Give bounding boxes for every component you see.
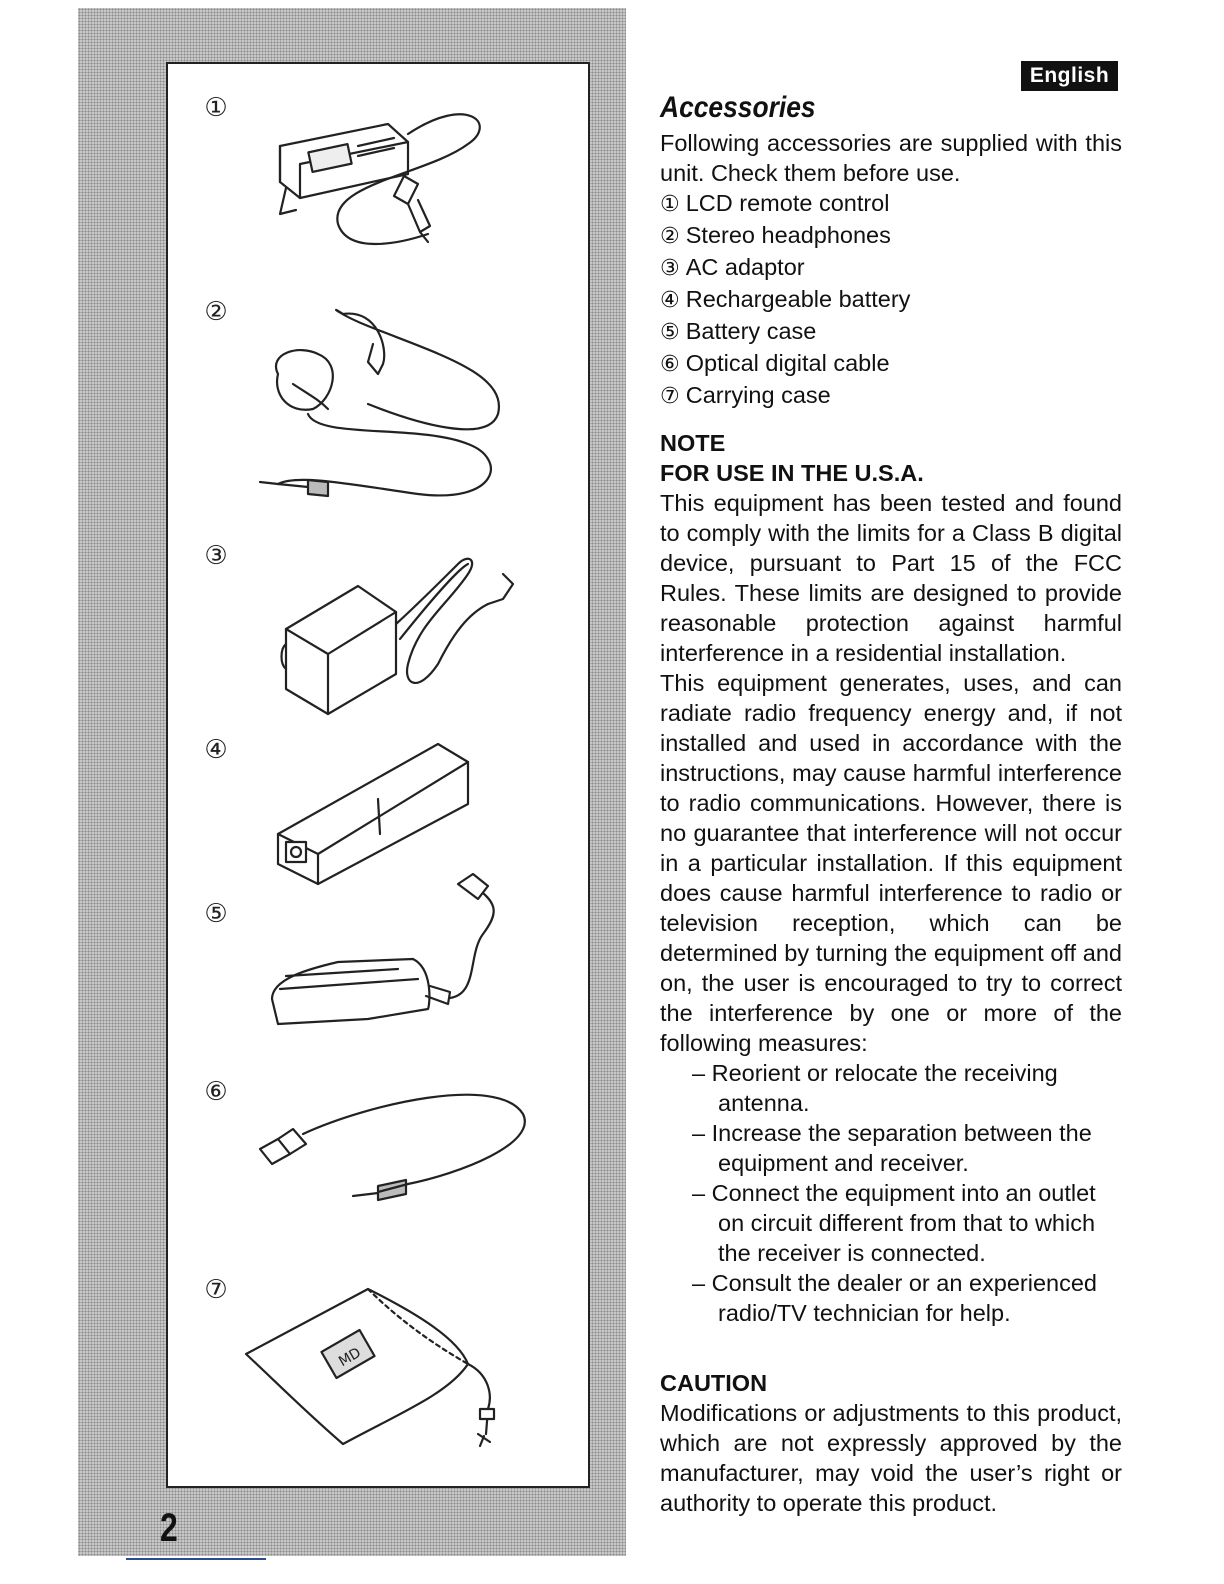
illustration-number-2: ② xyxy=(204,297,228,327)
list-number: ③ xyxy=(660,256,680,281)
measure-item: – Consult the dealer or an experienced radio/TV technician for help. xyxy=(692,1270,1097,1326)
accessory-list xyxy=(660,188,1122,412)
note-heading: NOTE xyxy=(660,430,726,456)
measure-item: – Increase the separation between the equipment and receiver. xyxy=(692,1120,1092,1176)
list-item xyxy=(660,284,1122,316)
measure-item: – Connect the equipment into an outlet on circuit different from that to which the receiver is connected. xyxy=(692,1180,1096,1266)
note-paragraph-1: This equipment has been tested and found to comply with the limits for a Class B digital device, pursuant to Part 15 of the FCC Rules. These limits are designed to provide reasonable protection against harmful interference in a residential installation. xyxy=(660,490,1122,666)
intro-section xyxy=(660,128,1122,412)
list-number: ② xyxy=(660,224,680,249)
list-item xyxy=(660,348,1122,380)
list-number: ① xyxy=(660,192,680,217)
illustration-number-4: ④ xyxy=(204,735,228,765)
caution-heading: CAUTION xyxy=(660,1370,768,1396)
list-number: ⑤ xyxy=(660,320,680,345)
case-logo: MD xyxy=(336,1344,364,1371)
list-label: Stereo headphones xyxy=(685,222,891,248)
illustration-number-7: ⑦ xyxy=(204,1275,228,1305)
accessories-illustration-box xyxy=(166,62,590,1488)
illustration-number-1: ① xyxy=(204,93,228,123)
list-label: Rechargeable battery xyxy=(685,286,911,312)
illustration-number-3: ③ xyxy=(204,541,228,571)
list-label: Battery case xyxy=(685,318,817,344)
headphones-illustration xyxy=(260,310,499,496)
language-badge: English xyxy=(1021,61,1118,91)
note-paragraph-2: This equipment generates, uses, and can radiate radio frequency energy and, if not installed and used in accordance with the instructions, may cause harmful interference to radio communications. However, there is no guarantee that interference will not occur in a particular installation. If this equipment does cause harmful interference to radio or television reception, which can be determined by turning the equipment off and on, the user is encouraged to try to correct the interference by one or more of the following measures: xyxy=(660,670,1122,1056)
page-number: 2 xyxy=(160,1506,178,1550)
caution-text: Modifications or adjustments to this product, which are not expressly approved by the manufacturer, may void the user’s right or authority to operate this product. xyxy=(660,1400,1122,1516)
list-item xyxy=(660,380,1122,412)
illustration-number-5: ⑤ xyxy=(204,899,228,929)
ac-adaptor-illustration xyxy=(282,559,514,714)
list-number: ⑥ xyxy=(660,352,680,377)
list-item xyxy=(660,220,1122,252)
list-label: LCD remote control xyxy=(685,190,890,216)
list-label: Optical digital cable xyxy=(685,350,890,376)
measure-item: – Reorient or relocate the receiving antenna. xyxy=(692,1060,1058,1116)
optical-cable-illustration xyxy=(260,1095,525,1200)
illustration-number-6: ⑥ xyxy=(204,1077,228,1107)
list-item xyxy=(660,316,1122,348)
lcd-remote-illustration xyxy=(280,114,480,244)
page-title: Accessories xyxy=(660,91,816,124)
caution-section xyxy=(660,1368,1122,1518)
list-number: ④ xyxy=(660,288,680,313)
list-number: ⑦ xyxy=(660,384,680,409)
list-item xyxy=(660,252,1122,284)
bottom-divider xyxy=(126,1558,266,1560)
note-section xyxy=(660,428,1122,1328)
battery-illustration xyxy=(278,744,468,884)
battery-case-illustration xyxy=(272,874,494,1024)
note-subheading: FOR USE IN THE U.S.A. xyxy=(660,460,924,486)
intro-text: Following accessories are supplied with this unit. Check them before use. xyxy=(660,130,1122,186)
measures-list xyxy=(660,1058,1122,1328)
list-label: AC adaptor xyxy=(685,254,805,280)
list-label: Carrying case xyxy=(685,382,831,408)
list-item xyxy=(660,188,1122,220)
carrying-case-illustration xyxy=(246,1289,494,1446)
